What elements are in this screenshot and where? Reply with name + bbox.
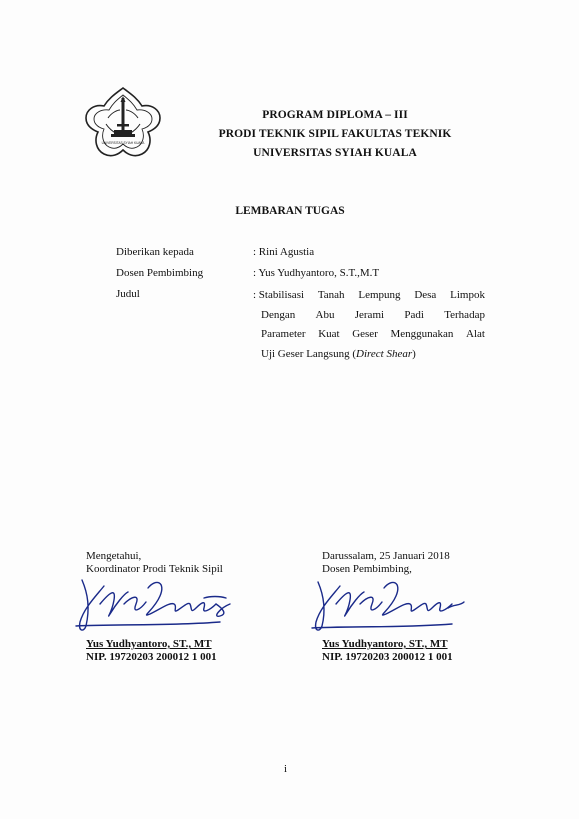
acknowledged-label: Mengetahui,: [86, 550, 142, 562]
place-date: Darussalam, 25 Januari 2018: [322, 550, 450, 562]
thesis-title-line-4: Uji Geser Langsung (Direct Shear): [261, 347, 416, 360]
signature-block-supervisor: [322, 550, 450, 576]
thesis-title-line-3: Parameter Kuat Geser Menggunakan Alat: [261, 328, 485, 340]
program-name: PROGRAM DIPLOMA – III: [262, 109, 408, 121]
supervisor-label: Dosen Pembimbing: [116, 267, 204, 279]
signature-block-coordinator: [86, 550, 223, 576]
supervisor-value: : Yus Yudhyantoro, S.T.,M.T: [253, 267, 380, 279]
svg-text:UNIVERSITAS SYIAH KUALA: UNIVERSITAS SYIAH KUALA: [101, 141, 145, 145]
given-to-label: Diberikan kepada: [116, 246, 194, 258]
thesis-title-line-2: Dengan Abu Jerami Padi Terhadap: [261, 308, 485, 321]
thesis-title-line-1: : Stabilisasi Tanah Lempung Desa Limpok: [253, 289, 485, 301]
supervisor-nip: NIP. 19720203 200012 1 001: [322, 651, 453, 663]
coordinator-name: Yus Yudhyantoro, ST., MT: [86, 638, 212, 650]
given-to-value: : Rini Agustia: [253, 246, 315, 258]
supervisor-signature: [302, 574, 472, 636]
department-name: PRODI TEKNIK SIPIL FAKULTAS TEKNIK: [218, 128, 452, 140]
coordinator-title: Koordinator Prodi Teknik Sipil: [86, 563, 223, 575]
thesis-title: [253, 286, 485, 364]
coordinator-signature: [70, 574, 240, 636]
document-title: LEMBARAN TUGAS: [235, 205, 345, 217]
institution-header: [170, 106, 500, 163]
coordinator-nip: NIP. 19720203 200012 1 001: [86, 651, 217, 663]
title-label: Judul: [116, 288, 140, 300]
supervisor-name: Yus Yudhyantoro, ST., MT: [322, 638, 448, 650]
university-logo: [82, 84, 164, 166]
university-name: UNIVERSITAS SYIAH KUALA: [253, 147, 417, 159]
page-number: i: [284, 763, 288, 775]
supervisor-title: Dosen Pembimbing,: [322, 563, 412, 575]
